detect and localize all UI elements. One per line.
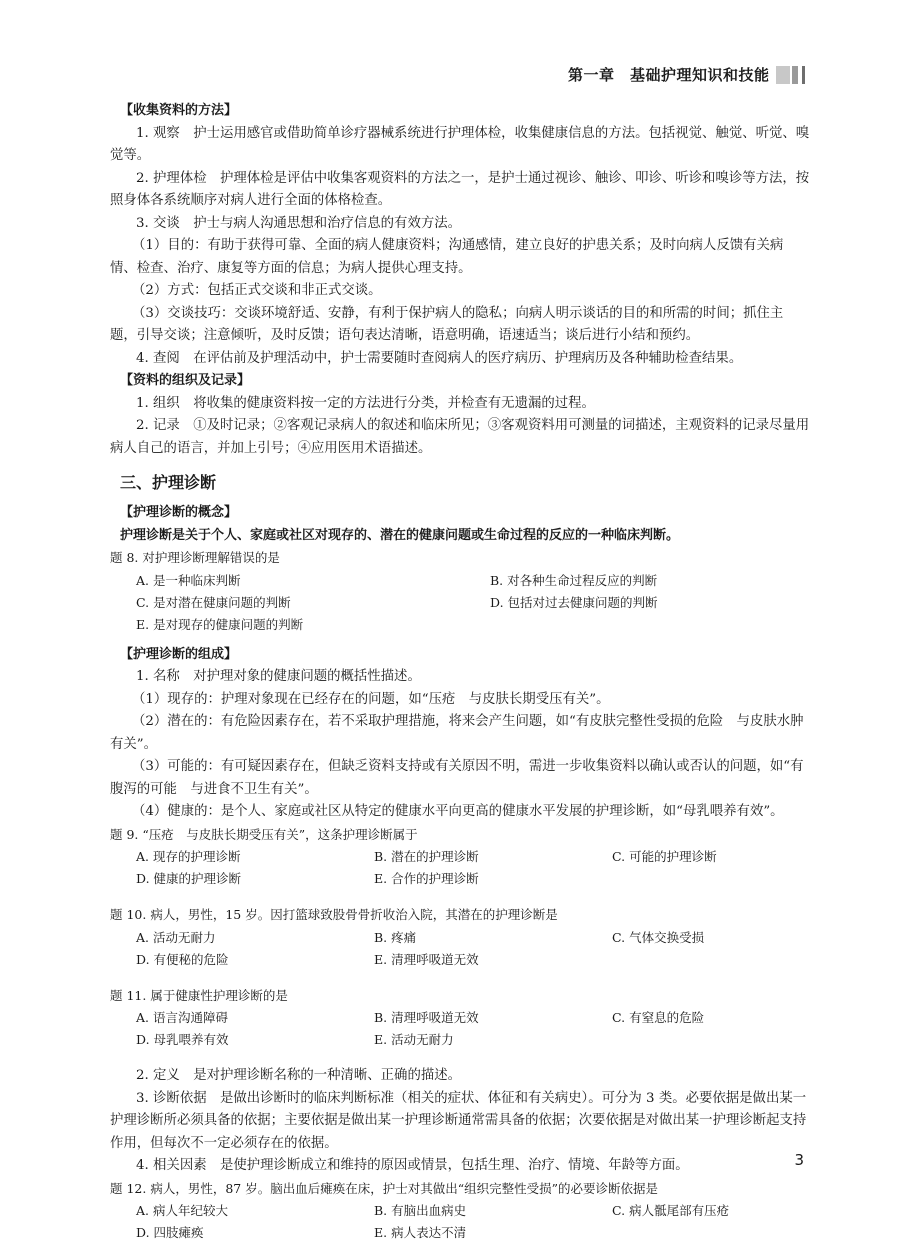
option: B. 疼痛: [374, 929, 417, 945]
para-existing: （1）现存的：护理对象现在已经存在的问题，如“压疮 与皮肤长期受压有关”。: [132, 691, 610, 707]
option: C. 病人骶尾部有压疮: [612, 1203, 730, 1218]
para-physical-exam: 2. 护理体检 护理体检是评估中收集客观资料的方法之一，是护士通过视诊、触诊、叩诊、听诊和嗅诊等方法，按照身体各系统顺序对病人进行全面的体格检查。: [110, 170, 810, 208]
header-decor-bar: [802, 66, 805, 84]
option: C. 可能的护理诊断: [612, 849, 717, 864]
para-possible: （3）可能的：有可疑因素存在，但缺乏资料支持或有关原因不明，需进一步收集资料以确认或否认的问题，如“有腹泻的可能 与进食不卫生有关”。: [110, 759, 804, 797]
subhead-collect-methods: 【收集资料的方法】: [120, 103, 238, 118]
para-potential: （2）潜在的：有危险因素存在，若不采取护理措施，将来会产生问题，如“有皮肤完整性受损的危险 与皮肤水肿有关”。: [110, 714, 804, 752]
page-number: 3: [794, 1151, 804, 1169]
option: A. 语言沟通障碍: [136, 1010, 228, 1025]
para-healthy: （4）健康的：是个人、家庭或社区从特定的健康水平向更高的健康水平发展的护理诊断，如“母乳喂养有效”。: [132, 804, 784, 819]
header-decor-bar: [792, 66, 798, 84]
option: E. 是对现存的健康问题的判断: [136, 616, 304, 632]
option: D. 有便秘的危险: [136, 951, 229, 967]
para-observation: 1. 观察 护士运用感官或借助简单诊疗器械系统进行护理体检，收集健康信息的方法。包括视觉、触觉、听觉、嗅觉等。: [110, 125, 810, 163]
option: A. 活动无耐力: [136, 929, 216, 945]
para-record: 2. 记录 ①及时记录；②客观记录病人的叙述和临床所见；③客观资料用可测量的词描述，主观资料的记录尽量用病人自己的语言，并加上引号；④应用医用术语描述。: [110, 418, 810, 456]
option: A. 是一种临床判断: [136, 572, 241, 588]
option: E. 活动无耐力: [374, 1032, 454, 1047]
question-stem: 题 12. 病人，男性，87 岁。脑出血后瘫痪在床，护士对其做出“组织完整性受损”的必要诊断依据是: [110, 1180, 658, 1196]
question-options: [110, 570, 810, 636]
para-organize: 1. 组织 将收集的健康资料按一定的方法进行分类，并检查有无遗漏的过程。: [136, 395, 595, 411]
option: C. 有窒息的危险: [612, 1010, 705, 1025]
para-definition: 2. 定义 是对护理诊断名称的一种清晰、正确的描述。: [136, 1068, 462, 1083]
question-options: [110, 1200, 810, 1244]
option: D. 包括对过去健康问题的判断: [490, 594, 658, 610]
question-stem: 题 9. “压疮 与皮肤长期受压有关”，这条护理诊断属于: [110, 826, 418, 842]
para-talk: 3. 交谈 护士与病人沟通思想和治疗信息的有效方法。: [136, 215, 462, 231]
option: E. 病人表达不清: [374, 1225, 467, 1240]
subhead-organize: 【资料的组织及记录】: [120, 373, 251, 388]
question-stem: 题 10. 病人，男性，15 岁。因打篮球致股骨骨折收治入院，其潜在的护理诊断是: [110, 907, 558, 922]
running-header: [568, 62, 828, 88]
para-talk-skill: （3）交谈技巧：交谈环境舒适、安静，有利于保护病人的隐私；向病人明示谈话的目的和所需的时间；抓住主题，引导交谈；注意倾听，及时反馈；语句表达清晰，语意明确，语速适当；谈后进行小结和预约。: [110, 305, 784, 343]
question-options: [110, 1007, 810, 1051]
option: E. 合作的护理诊断: [374, 871, 479, 886]
question-options: [110, 846, 810, 890]
header-decor-bar: [776, 66, 790, 84]
para-name: 1. 名称 对护理对象的健康问题的概括性描述。: [136, 669, 421, 684]
option: B. 对各种生命过程反应的判断: [490, 572, 658, 588]
option: B. 潜在的护理诊断: [374, 849, 479, 864]
option: C. 气体交换受损: [612, 929, 705, 945]
option: B. 有脑出血病史: [374, 1203, 467, 1218]
concept-definition: 护理诊断是关于个人、家庭或社区对现存的、潜在的健康问题或生命过程的反应的一种临床判断。: [120, 527, 680, 543]
question-stem: 题 8. 对护理诊断理解错误的是: [110, 550, 280, 565]
subhead-composition: 【护理诊断的组成】: [120, 646, 238, 662]
subhead-concept: 【护理诊断的概念】: [120, 505, 238, 520]
option: D. 四肢瘫痪: [136, 1225, 204, 1240]
option: C. 是对潜在健康问题的判断: [136, 594, 291, 610]
section-heading: 三、护理诊断: [120, 473, 217, 492]
para-factors: 4. 相关因素 是使护理诊断成立和维持的原因或情景，包括生理、治疗、情境、年龄等方面。: [136, 1158, 689, 1173]
option: A. 现存的护理诊断: [136, 849, 241, 864]
chapter-title: 第一章 基础护理知识和技能: [568, 66, 770, 84]
option: E. 清理呼吸道无效: [374, 951, 479, 967]
para-basis: 3. 诊断依据 是做出诊断时的临床判断标准（相关的症状、体征和有关病史）。可分为 3 类。必要依据是做出某一护理诊断所必须具备的依据；主要依据是做出某一护理诊断通常需具备的依据；次要依据是对做出某一护理诊断起支持作用，但每次不一定必须存在的依据。: [110, 1090, 807, 1151]
page-body: [110, 100, 810, 1244]
question-stem: 题 11. 属于健康性护理诊断的是: [110, 987, 288, 1003]
option: B. 清理呼吸道无效: [374, 1010, 479, 1025]
option: D. 健康的护理诊断: [136, 871, 242, 886]
para-review: 4. 查阅 在评估前及护理活动中，护士需要随时查阅病人的医疗病历、护理病历及各种辅助检查结果。: [136, 350, 743, 366]
option: A. 病人年纪较大: [136, 1203, 228, 1218]
para-talk-mode: （2）方式：包括正式交谈和非正式交谈。: [132, 283, 382, 298]
option: D. 母乳喂养有效: [136, 1032, 229, 1047]
para-talk-purpose: （1）目的：有助于获得可靠、全面的病人健康资料；沟通感情，建立良好的护患关系；及时向病人反馈有关病情、检查、治疗、康复等方面的信息；为病人提供心理支持。: [110, 238, 784, 276]
question-options: [110, 927, 810, 971]
